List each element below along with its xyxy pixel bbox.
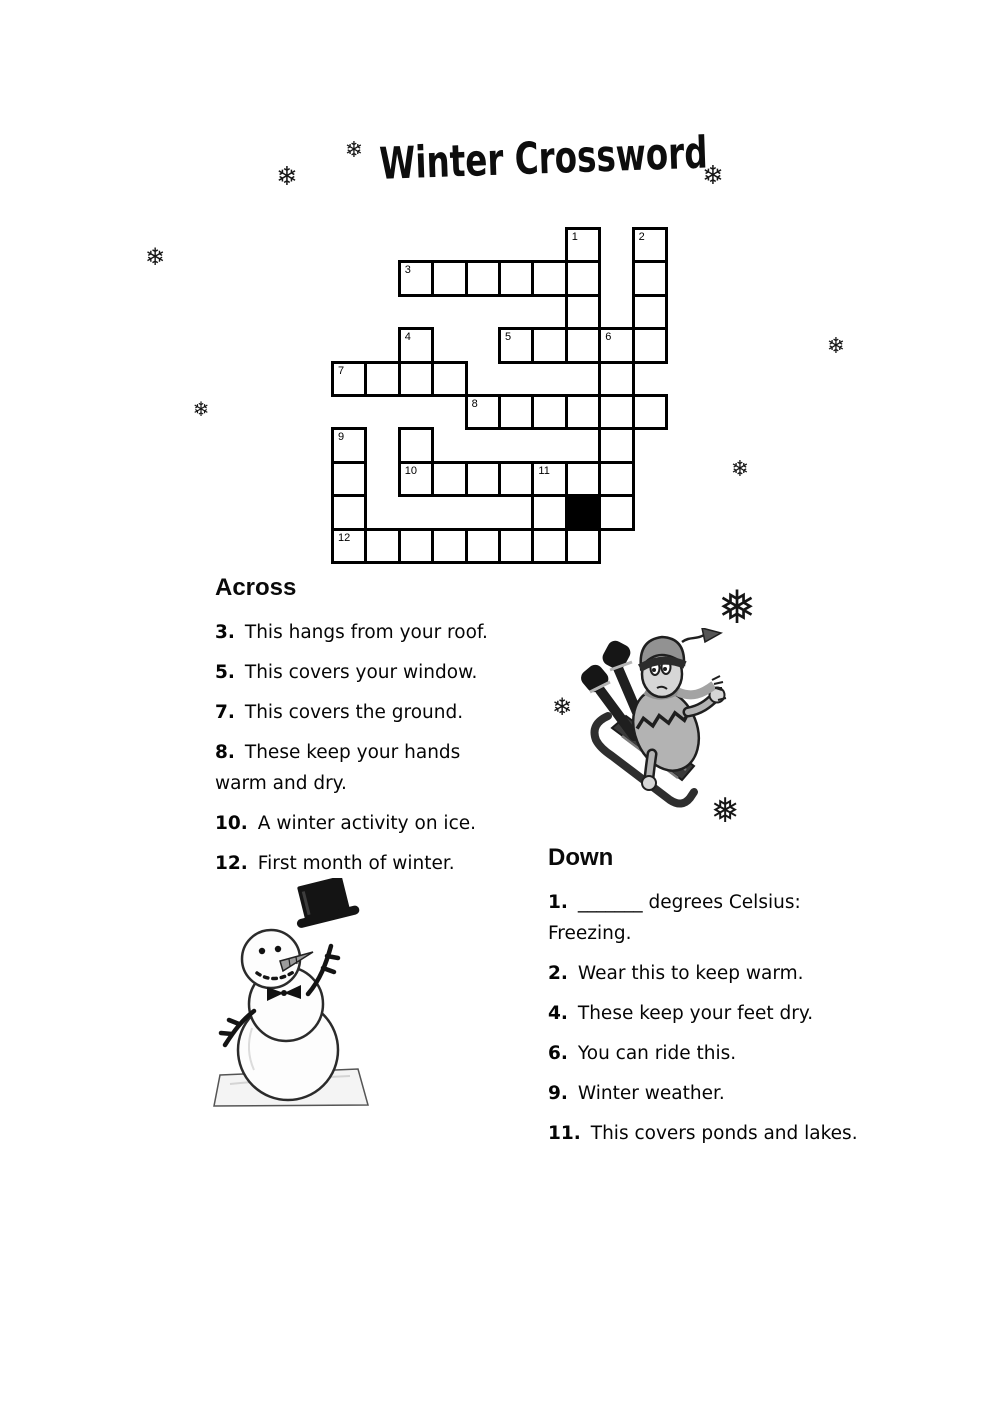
crossword-cell-r4c3[interactable] — [431, 361, 467, 397]
crossword-cell-r4c2[interactable] — [398, 361, 434, 397]
crossword-cell-r1c7[interactable] — [565, 260, 601, 296]
clue-number: 12. — [215, 853, 248, 874]
across-section — [215, 576, 508, 888]
clue-across-5: 5. This covers your window. — [215, 662, 478, 683]
crossword-cell-r3c6[interactable] — [531, 327, 567, 363]
crossword-cell-r7c6[interactable] — [531, 461, 567, 497]
crossword-cell-r3c9[interactable] — [632, 327, 668, 363]
crossword-cell-r7c0[interactable] — [331, 461, 367, 497]
crossword-cell-r1c5[interactable] — [498, 260, 534, 296]
clue-down-11: 11. This covers ponds and lakes. — [548, 1123, 858, 1144]
crossword-cell-r3c5[interactable] — [498, 327, 534, 363]
clue-down-9: 9. Winter weather. — [548, 1083, 725, 1104]
clue-number: 10. — [215, 813, 248, 834]
clue-number: 9. — [548, 1083, 568, 1104]
blocked-cell — [565, 494, 601, 530]
crossword-cell-r5c9[interactable] — [632, 394, 668, 430]
snowflake-icon: ❄ — [276, 162, 298, 192]
clue-down-2: 2. Wear this to keep warm. — [548, 963, 804, 984]
crossword-cell-r8c8[interactable] — [598, 494, 634, 530]
clue-across-10: 10. A winter activity on ice. — [215, 813, 477, 834]
top-hat — [288, 878, 360, 929]
down-clue-list — [548, 887, 870, 1149]
clue-number: 7. — [215, 702, 235, 723]
hat-tassel-cord — [682, 635, 704, 642]
crossword-cell-r9c7[interactable] — [565, 528, 601, 564]
crossword-cell-r8c0[interactable] — [331, 494, 367, 530]
crossword-cell-r5c7[interactable] — [565, 394, 601, 430]
crossword-cell-r9c6[interactable] — [531, 528, 567, 564]
hand — [642, 776, 656, 790]
clue-down-6: 6. You can ride this. — [548, 1043, 737, 1064]
crossword-cell-r1c3[interactable] — [431, 260, 467, 296]
crossword-cell-r6c8[interactable] — [598, 427, 634, 463]
crossword-cell-r7c8[interactable] — [598, 461, 634, 497]
down-heading: Down — [548, 844, 614, 871]
sledder-illustration — [578, 628, 728, 813]
across-heading: Across — [215, 574, 297, 601]
clue-across-3: 3. This hangs from your roof. — [215, 622, 488, 643]
crossword-cell-r3c8[interactable] — [598, 327, 634, 363]
eye — [275, 946, 281, 952]
crossword-cell-r4c0[interactable] — [331, 361, 367, 397]
clue-number: 11. — [548, 1123, 581, 1144]
clue-down-1: 1. _______ degrees Celsius: Freezing. — [548, 892, 801, 944]
crossword-cell-r9c2[interactable] — [398, 528, 434, 564]
snowflake-icon: ❄ — [144, 243, 166, 271]
crossword-cell-r6c0[interactable] — [331, 427, 367, 463]
crossword-cell-r5c8[interactable] — [598, 394, 634, 430]
crossword-cell-r5c6[interactable] — [531, 394, 567, 430]
crossword-cell-r7c2[interactable] — [398, 461, 434, 497]
page-title: Winter Crossword — [378, 127, 709, 190]
crossword-cell-r7c7[interactable] — [565, 461, 601, 497]
snowflake-icon: ❄ — [192, 397, 210, 421]
crossword-cell-r1c9[interactable] — [632, 260, 668, 296]
cell-number: 11 — [538, 464, 550, 477]
crossword-cell-r2c7[interactable] — [565, 294, 601, 330]
clue-number: 2. — [548, 963, 568, 984]
cell-number: 3 — [404, 264, 411, 277]
clue-across-12: 12. First month of winter. — [215, 853, 455, 874]
crossword-cell-r7c5[interactable] — [498, 461, 534, 497]
cell-number: 1 — [571, 231, 578, 243]
snowflake-icon: ❅ — [717, 580, 757, 634]
snowflake-icon: ❄ — [702, 161, 724, 191]
clue-number: 4. — [548, 1003, 568, 1024]
crossword-cell-r6c2[interactable] — [398, 427, 434, 463]
crossword-cell-r4c1[interactable] — [364, 361, 400, 397]
crossword-cell-r3c7[interactable] — [565, 327, 601, 363]
snowflake-icon: ❄ — [826, 334, 846, 359]
clue-number: 5. — [215, 662, 235, 683]
cell-number: 2 — [638, 231, 645, 243]
crossword-cell-r9c4[interactable] — [465, 528, 501, 564]
hat-tassel — [702, 628, 721, 642]
snowflake-icon: ❅ — [710, 791, 740, 831]
snowflake-icon: ❄ — [551, 693, 573, 721]
snowman-illustration — [210, 878, 375, 1113]
crossword-cell-r3c2[interactable] — [398, 327, 434, 363]
crossword-cell-r7c3[interactable] — [431, 461, 467, 497]
crossword-cell-r7c4[interactable] — [465, 461, 501, 497]
crossword-cell-r1c6[interactable] — [531, 260, 567, 296]
across-clue-list — [215, 617, 508, 879]
crossword-cell-r2c9[interactable] — [632, 294, 668, 330]
clue-number: 1. — [548, 892, 568, 913]
crossword-cell-r1c2[interactable] — [398, 260, 434, 296]
crossword-cell-r9c3[interactable] — [431, 528, 467, 564]
clue-number: 3. — [215, 622, 235, 643]
eye — [259, 948, 265, 954]
clue-down-4: 4. These keep your feet dry. — [548, 1003, 814, 1024]
cell-number: 7 — [338, 364, 345, 377]
cell-number: 4 — [404, 331, 411, 344]
snowflake-icon: ❄ — [730, 457, 750, 482]
crossword-cell-r5c5[interactable] — [498, 394, 534, 430]
clue-across-8: 8. These keep your hands warm and dry. — [215, 742, 461, 794]
clue-across-7: 7. This covers the ground. — [215, 702, 464, 723]
crossword-cell-r9c5[interactable] — [498, 528, 534, 564]
crossword-cell-r8c6[interactable] — [531, 494, 567, 530]
crossword-cell-r0c9[interactable] — [632, 227, 668, 263]
clue-number: 6. — [548, 1043, 568, 1064]
crossword-cell-r1c4[interactable] — [465, 260, 501, 296]
crossword-cell-r9c1[interactable] — [364, 528, 400, 564]
cell-number: 12 — [338, 531, 351, 544]
scarf-tail — [678, 685, 714, 695]
crossword-cell-r9c0[interactable] — [331, 528, 367, 564]
crossword-cell-r0c7[interactable] — [565, 227, 601, 263]
clue-number: 8. — [215, 742, 235, 763]
crossword-cell-r5c4[interactable] — [465, 394, 501, 430]
cell-number: 10 — [404, 464, 418, 477]
cell-number: 8 — [471, 398, 478, 410]
down-section — [548, 846, 870, 1158]
snowflake-icon: ❄ — [344, 138, 364, 163]
cell-number: 9 — [338, 431, 345, 444]
crossword-cell-r4c8[interactable] — [598, 361, 634, 397]
cell-number: 5 — [505, 331, 512, 344]
cell-number: 6 — [605, 331, 612, 344]
